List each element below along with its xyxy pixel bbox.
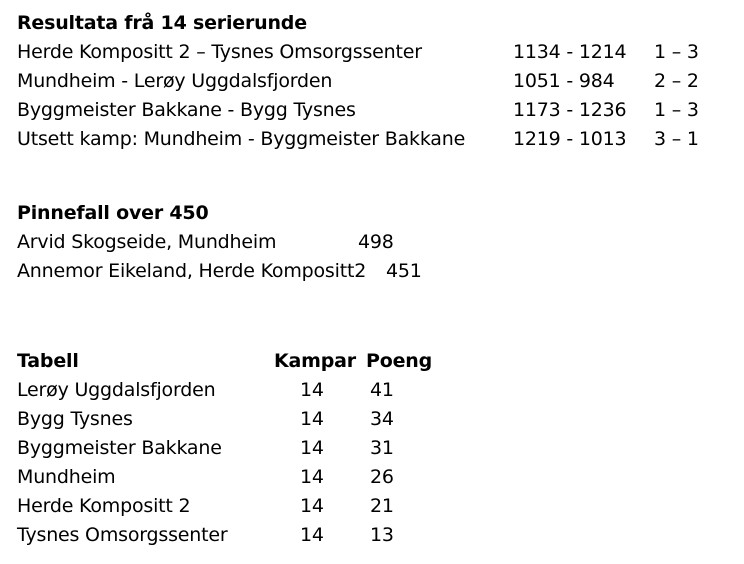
standings-matches: 14 <box>300 437 324 459</box>
standings-points: 41 <box>370 379 394 401</box>
result-row <box>17 125 727 154</box>
pinfall-pins: 498 <box>358 231 394 253</box>
result-score: 1219 - 1013 <box>513 128 627 150</box>
pinfall-player: Arvid Skogseide, Mundheim <box>17 231 277 253</box>
section-spacer <box>17 286 727 347</box>
standings-row <box>17 521 727 550</box>
standings-matches: 14 <box>300 408 324 430</box>
result-match: Mundheim - Lerøy Uggdalsfjorden <box>17 70 333 92</box>
standings-team: Tysnes Omsorgssenter <box>17 524 228 546</box>
standings-team: Lerøy Uggdalsfjorden <box>17 379 216 401</box>
result-points: 2 – 2 <box>654 70 699 92</box>
result-score: 1173 - 1236 <box>513 99 627 121</box>
standings-team: Byggmeister Bakkane <box>17 437 222 459</box>
result-row <box>17 67 727 96</box>
standings-row <box>17 434 727 463</box>
standings-team: Bygg Tysnes <box>17 408 133 430</box>
standings-row <box>17 492 727 521</box>
standings-matches: 14 <box>300 495 324 517</box>
standings-row <box>17 376 727 405</box>
pinfall-row <box>17 257 727 286</box>
results-heading <box>17 9 727 38</box>
standings-team: Herde Kompositt 2 <box>17 495 191 517</box>
standings-matches: 14 <box>300 466 324 488</box>
standings-points: 13 <box>370 524 394 546</box>
standings-matches: 14 <box>300 379 324 401</box>
standings-col-matches: Kampar <box>274 350 356 372</box>
standings-row <box>17 463 727 492</box>
results-heading-text: Resultata frå 14 serierunde <box>17 12 307 34</box>
result-points: 1 – 3 <box>654 99 699 121</box>
standings-points: 26 <box>370 466 394 488</box>
standings-header-row <box>17 347 727 376</box>
result-match: Herde Kompositt 2 – Tysnes Omsorgssenter <box>17 41 422 63</box>
result-score: 1051 - 984 <box>513 70 615 92</box>
standings-col-points: Poeng <box>366 350 432 372</box>
result-points: 1 – 3 <box>654 41 699 63</box>
standings-row <box>17 405 727 434</box>
result-match: Utsett kamp: Mundheim - Byggmeister Bakkane <box>17 128 466 150</box>
standings-team: Mundheim <box>17 466 116 488</box>
pinfall-heading-text: Pinnefall over 450 <box>17 202 209 224</box>
result-points: 3 – 1 <box>654 128 699 150</box>
document <box>17 9 727 550</box>
standings-matches: 14 <box>300 524 324 546</box>
pinfall-heading <box>17 199 727 228</box>
pinfall-row <box>17 228 727 257</box>
result-score: 1134 - 1214 <box>513 41 627 63</box>
pinfall-player: Annemor Eikeland, Herde Kompositt2 <box>17 260 367 282</box>
result-row <box>17 96 727 125</box>
standings-points: 31 <box>370 437 394 459</box>
standings-points: 34 <box>370 408 394 430</box>
result-row <box>17 38 727 67</box>
section-spacer <box>17 154 727 199</box>
standings-heading: Tabell <box>17 350 79 372</box>
standings-points: 21 <box>370 495 394 517</box>
result-match: Byggmeister Bakkane - Bygg Tysnes <box>17 99 356 121</box>
pinfall-pins: 451 <box>386 260 422 282</box>
